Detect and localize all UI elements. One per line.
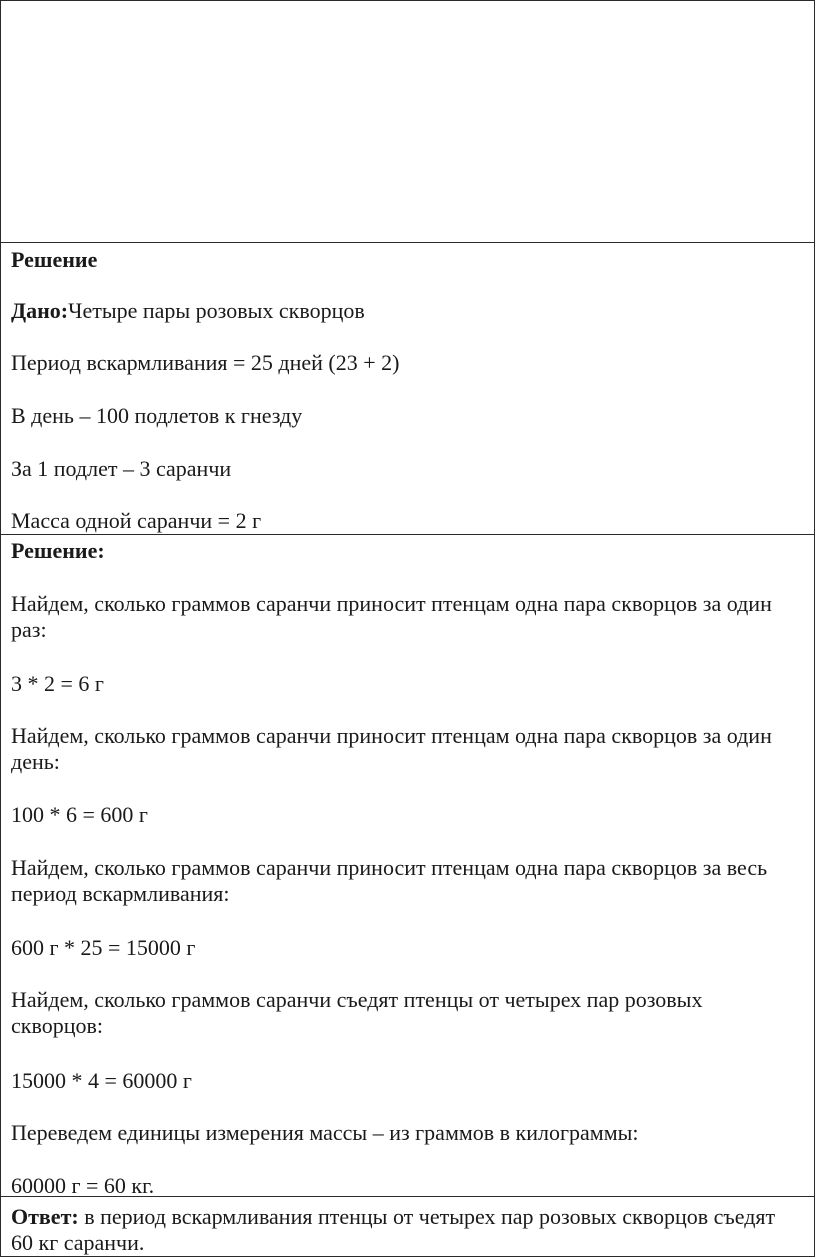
given-heading: Решение	[11, 247, 98, 272]
solution-calc-3: 600 г * 25 = 15000 г	[11, 935, 196, 960]
solution-heading: Решение:	[11, 538, 105, 563]
solution-calc-4: 15000 * 4 = 60000 г	[11, 1068, 192, 1093]
solution-calc-2: 100 * 6 = 600 г	[11, 802, 148, 827]
solution-calc-1: 3 * 2 = 6 г	[11, 671, 104, 696]
given-line-mass: Масса одной саранчи = 2 г	[11, 508, 262, 533]
given-line-locusts: За 1 подлет – 3 саранчи	[11, 456, 232, 481]
answer-label: Ответ:	[11, 1204, 79, 1229]
given-label: Дано:	[11, 298, 69, 323]
solution-step-4: Найдем, сколько граммов саранчи съедят птенцы от четырех пар розовых скворцов:	[11, 987, 703, 1038]
solution-step-2: Найдем, сколько граммов саранчи приносит птенцам одна пара скворцов за один день:	[11, 723, 772, 774]
given-line-period: Период вскармливания = 25 дней (23 + 2)	[11, 350, 400, 375]
solution-step-3: Найдем, сколько граммов саранчи приносит птенцам одна пара скворцов за весь период вскармливания:	[11, 855, 768, 906]
given-statement	[11, 298, 365, 324]
answer-body: в период вскармливания птенцы от четырех пар розовых скворцов съедят 60 кг саранчи.	[11, 1204, 776, 1255]
answer-cell	[1, 1196, 814, 1258]
solution-step-1: Найдем, сколько граммов саранчи приносит птенцам одна пара скворцов за один раз:	[11, 591, 772, 642]
solution-step-5: Переведем единицы измерения массы – из граммов в килограммы:	[11, 1120, 639, 1145]
given-line-flights: В день – 100 подлетов к гнезду	[11, 403, 303, 428]
solution-calc-5: 60000 г = 60 кг.	[11, 1173, 155, 1198]
answer-text	[11, 1204, 784, 1256]
solution-cell	[1, 534, 814, 1196]
given-cell	[1, 242, 814, 534]
given-text: Четыре пары розовых скворцов	[68, 298, 365, 323]
empty-cell	[1, 1, 814, 242]
